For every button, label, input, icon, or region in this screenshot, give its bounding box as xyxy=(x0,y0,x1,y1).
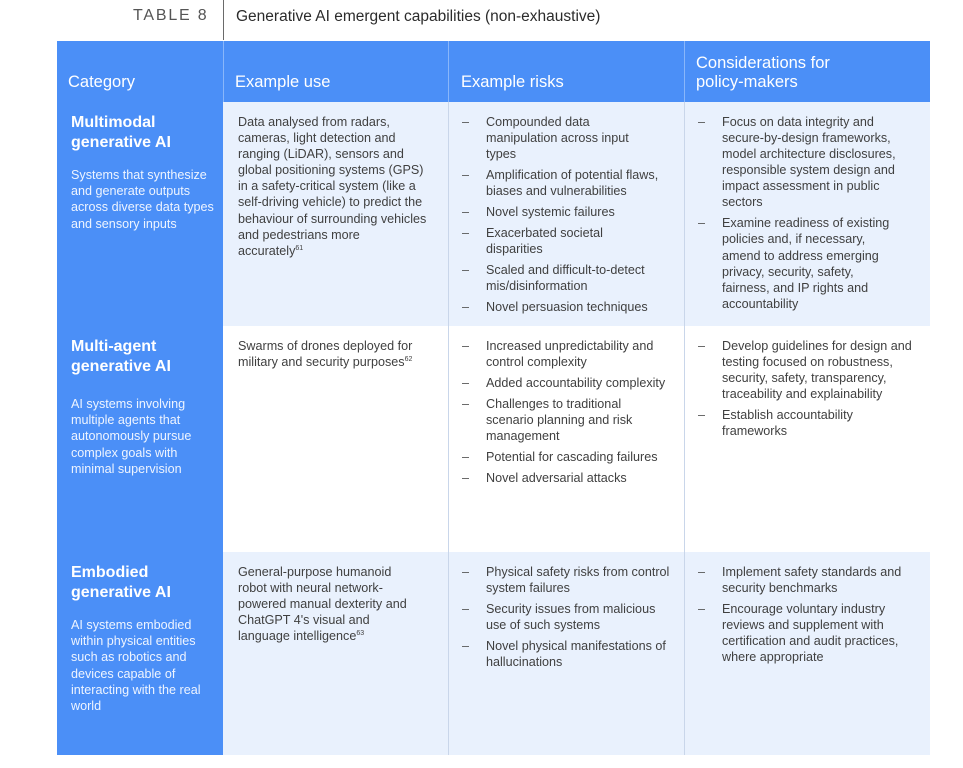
consideration-item: – Examine readiness of existing policies and, if necessary, amend to address emerging privacy, security, safety, fairness, and IP rights and accountability xyxy=(698,215,904,312)
table-row-multimodal xyxy=(57,102,930,326)
category-description: AI systems embodied within physical entities such as robotics and devices capable of interacting with the real world xyxy=(71,618,201,714)
example-use-text xyxy=(238,564,418,644)
category-description: Systems that synthesize and generate outputs across diverse data types and sensory inputs xyxy=(71,168,214,231)
considerations-list xyxy=(698,338,918,444)
risk-item: – Amplification of potential flaws, biases and vulnerabilities xyxy=(462,167,662,199)
category-cell xyxy=(57,326,223,552)
capabilities-table xyxy=(57,41,930,755)
category-title-line2: generative AI xyxy=(71,584,171,601)
risk-item: – Compounded data manipulation across input types xyxy=(462,114,662,162)
category-title-line1: Multi-agent xyxy=(71,338,157,355)
category-title xyxy=(71,563,219,603)
consideration-item: – Focus on data integrity and secure-by-design frameworks, model architecture disclosures, responsible system design and impact assessment in public sectors xyxy=(698,114,904,211)
risk-item: – Physical safety risks from control system failures xyxy=(462,564,672,596)
risk-item: – Novel systemic failures xyxy=(462,204,662,220)
header-separator xyxy=(684,41,685,102)
example-use-cell xyxy=(223,326,448,552)
category-title xyxy=(71,113,219,153)
category-title-line2: generative AI xyxy=(71,134,171,151)
header-considerations-line1: Considerations for xyxy=(696,54,830,72)
footnote-ref: 63 xyxy=(356,630,365,638)
consideration-item: – Implement safety standards and security benchmarks xyxy=(698,564,903,596)
consideration-item: – Develop guidelines for design and testing focused on robustness, security, safety, transparency, traceability and explainability xyxy=(698,338,918,402)
example-use-body: Swarms of drones deployed for military and security purposes xyxy=(238,339,413,370)
considerations-list xyxy=(698,564,903,670)
risk-item: – Novel adversarial attacks xyxy=(462,470,672,486)
considerations-list xyxy=(698,114,904,317)
category-title-line1: Multimodal xyxy=(71,114,156,131)
category-cell xyxy=(57,102,223,326)
header-example-risks: Example risks xyxy=(461,73,564,91)
category-title xyxy=(71,337,219,377)
risks-list xyxy=(462,564,672,675)
category-title-line2: generative AI xyxy=(71,358,171,375)
risks-cell xyxy=(448,102,684,326)
category-description: AI systems involving multiple agents that autonomously pursue complex goals with minimal supervision xyxy=(71,397,192,476)
risk-item: – Challenges to traditional scenario planning and risk management xyxy=(462,396,672,444)
header-separator xyxy=(223,41,224,102)
considerations-cell xyxy=(684,102,930,326)
example-use-cell xyxy=(223,102,448,326)
risks-cell xyxy=(448,552,684,755)
example-use-text xyxy=(238,338,433,370)
risk-item: – Exacerbated societal disparities xyxy=(462,225,662,257)
risk-item: – Novel persuasion techniques xyxy=(462,299,662,315)
footnote-ref: 62 xyxy=(404,355,413,363)
example-use-text xyxy=(238,114,428,259)
risks-list xyxy=(462,114,662,320)
table-caption xyxy=(0,0,963,40)
category-title-line1: Embodied xyxy=(71,564,149,581)
table-number: TABLE 8 xyxy=(133,7,209,24)
risk-item: – Scaled and difficult-to-detect mis/disinformation xyxy=(462,262,662,294)
risk-item: – Security issues from malicious use of such systems xyxy=(462,601,672,633)
risk-item: – Added accountability complexity xyxy=(462,375,672,391)
header-example-use: Example use xyxy=(235,73,331,91)
considerations-cell xyxy=(684,552,930,755)
category-cell xyxy=(57,552,223,755)
consideration-item: – Encourage voluntary industry reviews and supplement with certification and audit practices, where appropriate xyxy=(698,601,903,665)
footnote-ref: 61 xyxy=(295,244,304,252)
example-use-body: Data analysed from radars, cameras, light detection and ranging (LiDAR), sensors and global positioning systems (GPS) in a safety-critical system (like a self-driving vehicle) to predict the behaviour of surrounding vehicles and pedestrians more accurately xyxy=(238,115,427,258)
caption-divider xyxy=(223,0,224,40)
header-category: Category xyxy=(68,73,135,91)
table-title: Generative AI emergent capabilities (non-exhaustive) xyxy=(236,8,601,25)
example-use-body: General-purpose humanoid robot with neural network-powered manual dexterity and ChatGPT 4's visual and language intelligence xyxy=(238,565,407,644)
header-considerations xyxy=(696,54,830,92)
example-use-cell xyxy=(223,552,448,755)
considerations-cell xyxy=(684,326,930,552)
header-considerations-line2: policy-makers xyxy=(696,73,798,91)
risk-item: – Potential for cascading failures xyxy=(462,449,672,465)
risk-item: – Novel physical manifestations of hallucinations xyxy=(462,638,672,670)
header-separator xyxy=(448,41,449,102)
table-header-row xyxy=(57,41,930,102)
risks-cell xyxy=(448,326,684,552)
risks-list xyxy=(462,338,672,491)
risk-item: – Increased unpredictability and control complexity xyxy=(462,338,672,370)
consideration-item: – Establish accountability frameworks xyxy=(698,407,918,439)
table-row-embodied xyxy=(57,552,930,755)
table-row-multi-agent xyxy=(57,326,930,552)
